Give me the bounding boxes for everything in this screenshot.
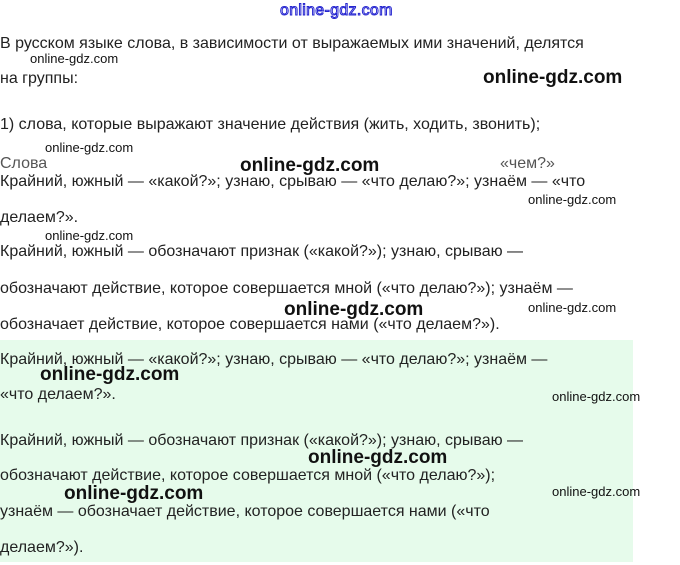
watermark-top: online-gdz.com [280,2,393,19]
watermark-small: online-gdz.com [45,140,134,155]
highlight-line-5: узнаём — обозначает действие, которое совершается нами («что [0,503,490,520]
watermark-small: online-gdz.com [45,228,134,243]
highlight-line-4: обозначают действие, которое совершается мной («что делаю?»); [0,467,496,484]
answer-line-3: Крайний, южный — обозначают признак («какой?»); узнаю, срываю — [0,243,524,260]
highlight-line-1: Крайний, южный — «какой?»; узнаю, срываю — «что делаю?»; узнаём — [0,351,548,368]
watermark-large: online-gdz.com [40,364,180,385]
watermark-large: online-gdz.com [483,67,623,88]
watermark-small: online-gdz.com [30,51,119,66]
intro-line-1: В русском языке слова, в зависимости от выражаемых ими значений, делятся [0,35,584,52]
watermark-small: online-gdz.com [552,389,641,404]
watermark-large: online-gdz.com [284,299,424,320]
intro-line-2: на группы: [0,70,79,87]
watermark-large: online-gdz.com [240,155,380,176]
watermark-small: online-gdz.com [552,484,641,499]
cropped-text-fragment: «чем?» [500,155,555,172]
cropped-text-fragment: Слова [0,155,48,172]
highlight-line-2: «что делаем?». [0,386,116,403]
list-item-1: 1) слова, которые выражают значение действия (жить, ходить, звонить); [0,116,541,133]
answer-line-4: обозначают действие, которое совершается мной («что делаю?»); узнаём — [0,280,573,297]
answer-line-1: Крайний, южный — «какой?»; узнаю, срываю — «что делаю?»; узнаём — «что [0,173,586,190]
watermark-small: online-gdz.com [528,192,617,207]
highlight-line-6: делаем?»). [0,539,84,556]
watermark-small: online-gdz.com [528,300,617,315]
watermark-large: online-gdz.com [308,447,448,468]
highlight-line-3: Крайний, южный — обозначают признак («какой?»); узнаю, срываю — [0,432,524,449]
answer-line-5: обозначает действие, которое совершается нами («что делаем?»). [0,316,500,333]
watermark-large: online-gdz.com [64,483,204,504]
answer-line-2: делаем?». [0,209,79,226]
